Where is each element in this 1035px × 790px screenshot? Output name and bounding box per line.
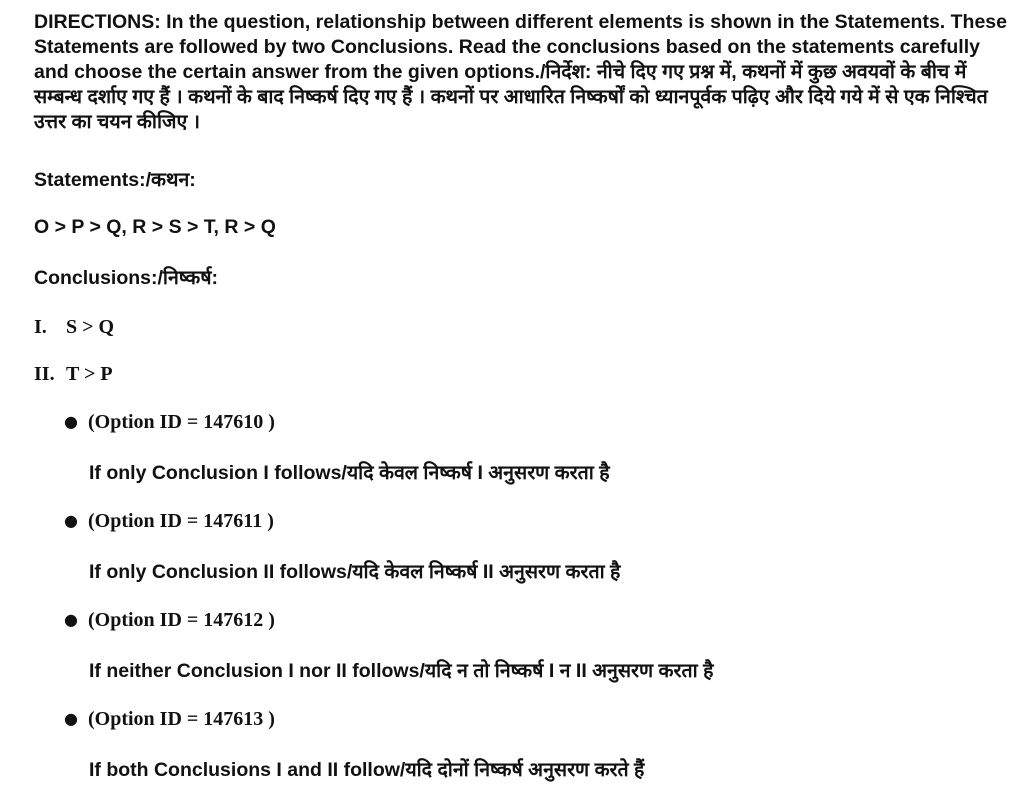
option-text-147610[interactable]: If only Conclusion I follows/यदि केवल निष्कर्ष I अनुसरण करता है — [89, 462, 610, 484]
statements-text: O > P > Q, R > S > T, R > Q — [34, 216, 276, 238]
statements-heading: Statements:/कथन: — [34, 169, 196, 191]
option-id-147611 — [64, 508, 274, 534]
option-id-label: (Option ID = 147613 ) — [88, 708, 275, 730]
option-id-147612 — [64, 607, 275, 633]
conclusion-text: S > Q — [66, 316, 115, 338]
bullet-icon: ● — [64, 709, 78, 728]
option-id-label: (Option ID = 147611 ) — [88, 510, 274, 532]
conclusion-number: II. — [34, 363, 55, 385]
conclusion-item — [34, 361, 113, 387]
option-id-label: (Option ID = 147610 ) — [88, 411, 275, 433]
bullet-icon: ● — [64, 610, 78, 629]
option-id-label: (Option ID = 147612 ) — [88, 609, 275, 631]
option-id-147610 — [64, 409, 275, 435]
bullet-icon: ● — [64, 412, 78, 431]
conclusion-number: I. — [34, 316, 47, 338]
directions-text: DIRECTIONS: In the question, relationship between different elements is shown in the Statements. These Statements are followed by two Conclusions. Read the conclusions based on the statements carefully and choose the certain answer from the given options./निर्देश: नीचे दिए गए प्रश्न में, कथनों में कुछ अवयवों के बीच में सम्बन्ध दर्शाए गए हैं । कथनों के बाद निष्कर्ष दिए गए हैं । कथनों पर आधारित निष्कर्षों को ध्यानपूर्वक पढ़िए और दिये गये में से एक निश्चित उत्तर का चयन कीजिए । — [34, 11, 1007, 133]
conclusion-item — [34, 314, 114, 340]
conclusion-text: T > P — [66, 363, 113, 385]
option-text-147613[interactable]: If both Conclusions I and II follow/यदि दोनों निष्कर्ष अनुसरण करते हैं — [89, 759, 645, 781]
option-text-147611[interactable]: If only Conclusion II follows/यदि केवल निष्कर्ष II अनुसरण करता है — [89, 561, 621, 583]
option-id-147613 — [64, 706, 275, 732]
bullet-icon: ● — [64, 511, 78, 530]
conclusions-heading: Conclusions:/निष्कर्ष: — [34, 267, 219, 289]
option-text-147612[interactable]: If neither Conclusion I nor II follows/यदि न तो निष्कर्ष I न II अनुसरण करता है — [89, 660, 714, 682]
